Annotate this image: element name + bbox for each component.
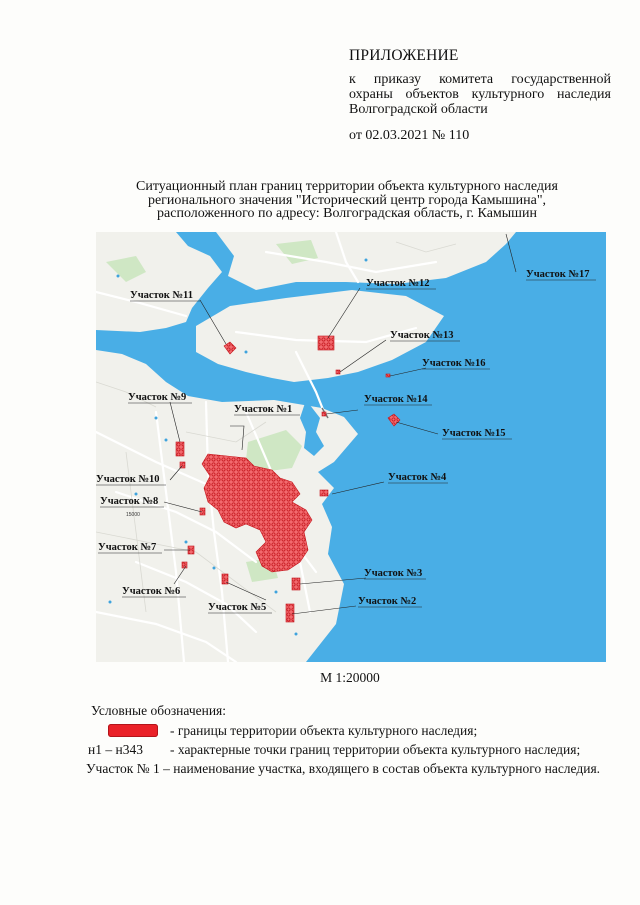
label-plot-8: Участок №8	[100, 496, 159, 507]
map-title-line-3: расположенного по адресу: Волгоградская область, г. Камышин	[157, 206, 537, 221]
boundary-plot-16	[386, 374, 390, 377]
label-plot-3: Участок №3	[364, 568, 423, 579]
legend-points-key: н1 – н343	[88, 742, 143, 757]
boundary-plot-9	[176, 442, 184, 456]
label-plot-16: Участок №16	[422, 358, 486, 369]
label-plot-11: Участок №11	[130, 290, 193, 301]
appendix-title: ПРИЛОЖЕНИЕ	[349, 47, 459, 64]
boundary-plot-12	[318, 336, 334, 350]
label-plot-12: Участок №12	[366, 278, 430, 289]
label-plot-5: Участок №5	[208, 602, 267, 613]
legend-heading: Условные обозначения:	[91, 703, 227, 718]
label-plot-2: Участок №2	[358, 596, 417, 607]
map-scale: М 1:20000	[320, 670, 380, 685]
boundary-plot-13	[336, 370, 340, 374]
label-plot-1: Участок №1	[234, 404, 293, 415]
legend-points-text: - характерные точки границ территории объекта культурного наследия;	[170, 742, 581, 757]
order-reference: к приказу комитета государственной охраны объектов культурного наследия Волгоградской области	[349, 72, 611, 117]
legend-section-text: Участок № 1 – наименование участка, входящего в состав объекта культурного наследия.	[86, 761, 601, 776]
label-plot-7: Участок №7	[98, 542, 157, 553]
label-plot-13: Участок №13	[390, 330, 454, 341]
order-date: от 02.03.2021 № 110	[349, 128, 470, 143]
label-plot-6: Участок №6	[122, 586, 181, 597]
survey-mark: 15000	[126, 512, 140, 518]
boundary-plot-14	[322, 412, 326, 416]
boundary-plot-2	[286, 604, 294, 622]
label-plot-9: Участок №9	[128, 392, 187, 403]
label-plot-15: Участок №15	[442, 428, 506, 439]
situation-map	[96, 232, 606, 662]
label-plot-10: Участок №10	[96, 474, 160, 485]
boundary-plot-4	[320, 490, 328, 496]
label-plot-4: Участок №4	[388, 472, 447, 483]
map-title-line-1: Ситуационный план границ территории объекта культурного наследия	[135, 179, 558, 194]
legend-boundary-text: - границы территории объекта культурного наследия;	[170, 723, 478, 738]
map-title-line-2: регионального значения "Исторический центр города Камышина",	[147, 192, 547, 208]
legend-boundary-swatch	[108, 724, 158, 737]
boundary-plot-3	[292, 578, 300, 590]
label-plot-17: Участок №17	[526, 269, 590, 280]
boundary-plot-6	[182, 562, 187, 568]
map-title	[80, 180, 614, 221]
label-plot-14: Участок №14	[364, 394, 428, 405]
